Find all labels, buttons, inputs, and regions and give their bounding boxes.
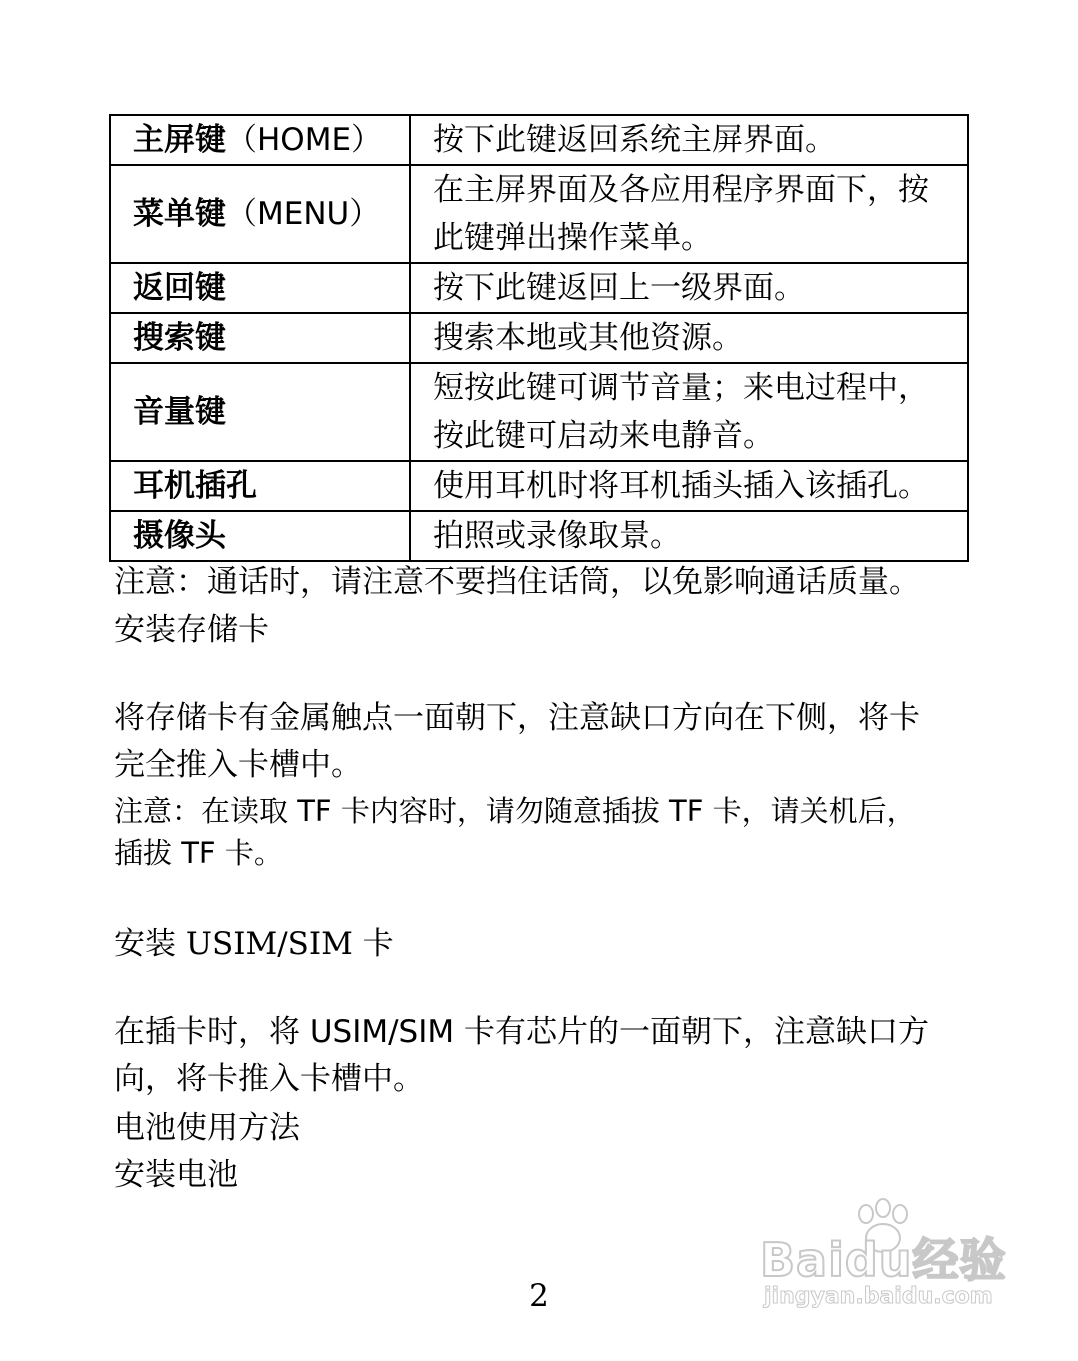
key-desc-cell [410, 165, 968, 263]
key-desc: 按下此键返回系统主屏界面。 [433, 122, 836, 158]
key-name: 搜索键 [133, 320, 226, 356]
key-name-cell [110, 461, 410, 511]
sim-card-body-line: 向，将卡推入卡槽中。 [114, 1061, 424, 1097]
key-name-cell [110, 165, 410, 263]
page-number: 2 [529, 1278, 549, 1314]
key-desc: 按下此键返回上一级界面。 [433, 270, 805, 306]
key-desc-cell [410, 115, 968, 165]
key-name-cell [110, 363, 410, 461]
watermark-url: jingyan.baidu.com [764, 1284, 993, 1309]
key-name: 摄像头 [133, 518, 226, 554]
key-name-cell [110, 263, 410, 313]
table-row [110, 263, 968, 313]
key-name-cell [110, 115, 410, 165]
key-name-en: （MENU） [226, 196, 381, 232]
table-row [110, 461, 968, 511]
key-name: 菜单键 [133, 196, 226, 232]
table-row [110, 511, 968, 561]
battery-heading: 电池使用方法 [114, 1110, 300, 1146]
key-desc-line: 在主屏界面及各应用程序界面下，按 [433, 172, 929, 208]
call-note: 注意：通话时，请注意不要挡住话筒，以免影响通话质量。 [114, 564, 920, 600]
key-name-cell [110, 313, 410, 363]
key-desc-line: 此键弹出操作菜单。 [433, 220, 712, 256]
key-function-table [109, 114, 969, 562]
memory-card-body-line: 完全推入卡槽中。 [114, 747, 362, 783]
key-desc: 拍照或录像取景。 [433, 518, 681, 554]
battery-subheading: 安装电池 [114, 1157, 238, 1193]
sim-card-heading: 安装 USIM/SIM 卡 [114, 926, 394, 962]
table-row [110, 115, 968, 165]
key-desc-cell [410, 511, 968, 561]
key-name-cell [110, 511, 410, 561]
key-name: 音量键 [133, 394, 226, 430]
table-row [110, 363, 968, 461]
key-desc-cell [410, 461, 968, 511]
key-desc-cell [410, 363, 968, 461]
memory-card-heading: 安装存储卡 [114, 612, 269, 648]
key-name: 耳机插孔 [133, 468, 257, 504]
table-row [110, 313, 968, 363]
key-name-en: （HOME） [226, 122, 383, 158]
key-desc-cell [410, 313, 968, 363]
key-desc-line: 短按此键可调节音量；来电过程中， [433, 370, 929, 406]
watermark-logo: Baidu经验 [760, 1233, 1007, 1287]
key-desc-cell [410, 263, 968, 313]
key-desc: 搜索本地或其他资源。 [433, 320, 743, 356]
key-desc: 使用耳机时将耳机插头插入该插孔。 [433, 468, 929, 504]
key-desc-line: 按此键可启动来电静音。 [433, 418, 774, 454]
key-name: 主屏键 [133, 122, 226, 158]
memory-card-note-line: 注意：在读取 TF 卡内容时，请勿随意插拔 TF 卡，请关机后， [114, 794, 916, 828]
table-row [110, 165, 968, 263]
memory-card-body-line: 将存储卡有金属触点一面朝下，注意缺口方向在下侧，将卡 [114, 700, 920, 736]
key-name: 返回键 [133, 270, 226, 306]
sim-card-body-line: 在插卡时，将 USIM/SIM 卡有芯片的一面朝下，注意缺口方 [114, 1014, 929, 1050]
memory-card-note-line: 插拔 TF 卡。 [114, 836, 283, 870]
